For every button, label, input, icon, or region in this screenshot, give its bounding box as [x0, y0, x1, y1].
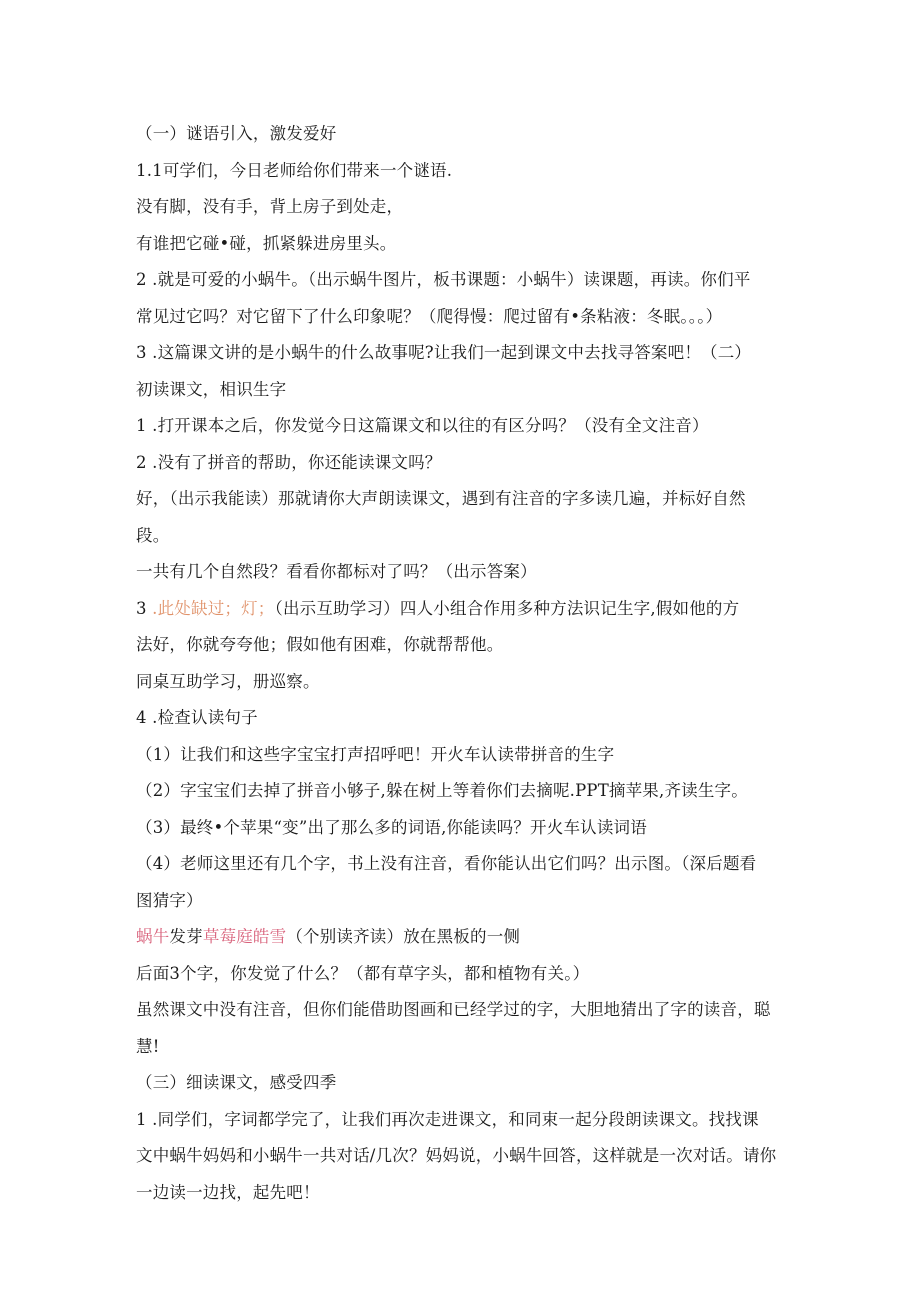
paragraph-line: 1 .打开课本之后，你发觉今日这篇课文和以往的有区分吗？（没有全文注音） [136, 416, 709, 435]
paragraph-line: 常见过它吗？对它留下了什么印象呢？（爬得慢：爬过留有•条粘液：冬眠。。。） [136, 306, 723, 326]
paragraph-line: 4 .检查认读句子 [136, 708, 258, 727]
section-heading-1: （一）谜语引入，激发爱好 [136, 124, 337, 143]
paragraph-line: （3）最终•个苹果“变”出了那么多的词语,你能读吗？开火车认读词语 [136, 817, 647, 837]
paragraph-line: 图猜字） [136, 890, 203, 910]
paragraph-line: 1.1可学们，今日老师给你们带来一个谜语. [136, 160, 453, 180]
highlighted-text: .此处缺过；灯； [146, 598, 275, 618]
paragraph-line: 一边读一边找，起先吧！ [136, 1182, 320, 1202]
section-heading-3: （三）细读课文，感受四季 [136, 1073, 337, 1092]
line-text: （个别读齐读）放在黑板的一侧 [286, 927, 521, 946]
paragraph-line: （2）字宝宝们去掉了拼音小够子,躲在树上等着你们去摘呢.PPT摘苹果,齐读生字。 [136, 781, 748, 800]
paragraph-line-highlight [136, 591, 788, 628]
paragraph-line: 有谁把它碰•碰，抓紧躲进房里头。 [136, 233, 397, 253]
paragraph-line: 好，（出示我能读）那就请你大声朗读课文，遇到有注音的字多读几遍，并标好自然 [136, 489, 746, 508]
paragraph-line: 没有脚，没有手，背上房子到处走， [136, 197, 404, 216]
paragraph-line: 段。 [136, 525, 170, 545]
highlighted-word: 草莓庭皓雪 [202, 927, 287, 946]
document-body [136, 116, 788, 1211]
paragraph-line: 2 .就是可爱的小蜗牛。（出示蜗牛图片，板书课题：小蜗牛）读课题，再读。你们平 [136, 270, 751, 289]
list-number: 3 [136, 598, 147, 618]
paragraph-line: 2 .没有了拼音的帮助，你还能读课文吗？ [136, 452, 442, 472]
line-text: 发芽 [169, 927, 203, 946]
paragraph-line: 1 .同学们，字词都学完了，让我们再次走进课文，和同束一起分段朗读课文。找找课 [136, 1109, 759, 1129]
paragraph-line: 初读课文，相识生字 [136, 379, 287, 399]
paragraph-line: 同桌互助学习，册巡察。 [136, 671, 320, 691]
paragraph-line-highlight [136, 919, 788, 956]
line-text: （出示互助学习）四人小组合作用多种方法识记生字,假如他的方 [274, 598, 740, 618]
paragraph-line: 3 .这篇课文讲的是小蜗牛的什么故事呢?让我们一起到课文中去找寻答案吧！（二） [136, 343, 752, 362]
paragraph-line: 文中蜗牛妈妈和小蜗牛一共对话/几次？妈妈说，小蜗牛回答，这样就是一次对话。请你 [136, 1146, 777, 1165]
paragraph-line: 一共有几个自然段？看看你都标对了吗？（出示答案） [136, 562, 537, 581]
paragraph-line: （4）老师这里还有几个字，书上没有注音，看你能认出它们吗？出示图。（深后题看 [136, 854, 757, 873]
paragraph-line: 慧! [136, 1036, 160, 1056]
paragraph-line: （1）让我们和这些字宝宝打声招呼吧！开火车认读带拼音的生字 [136, 744, 615, 764]
paragraph-line: 虽然课文中没有注音，但你们能借助图画和已经学过的字，大胆地猜出了字的读音，聪 [136, 1000, 771, 1019]
highlighted-word: 蜗牛 [136, 927, 170, 946]
paragraph-line: 后面3个字，你发觉了什么？（都有草字头，都和植物有关。） [136, 963, 590, 983]
paragraph-line: 法好，你就夸夸他；假如他有困难，你就帮帮他。 [136, 635, 504, 654]
